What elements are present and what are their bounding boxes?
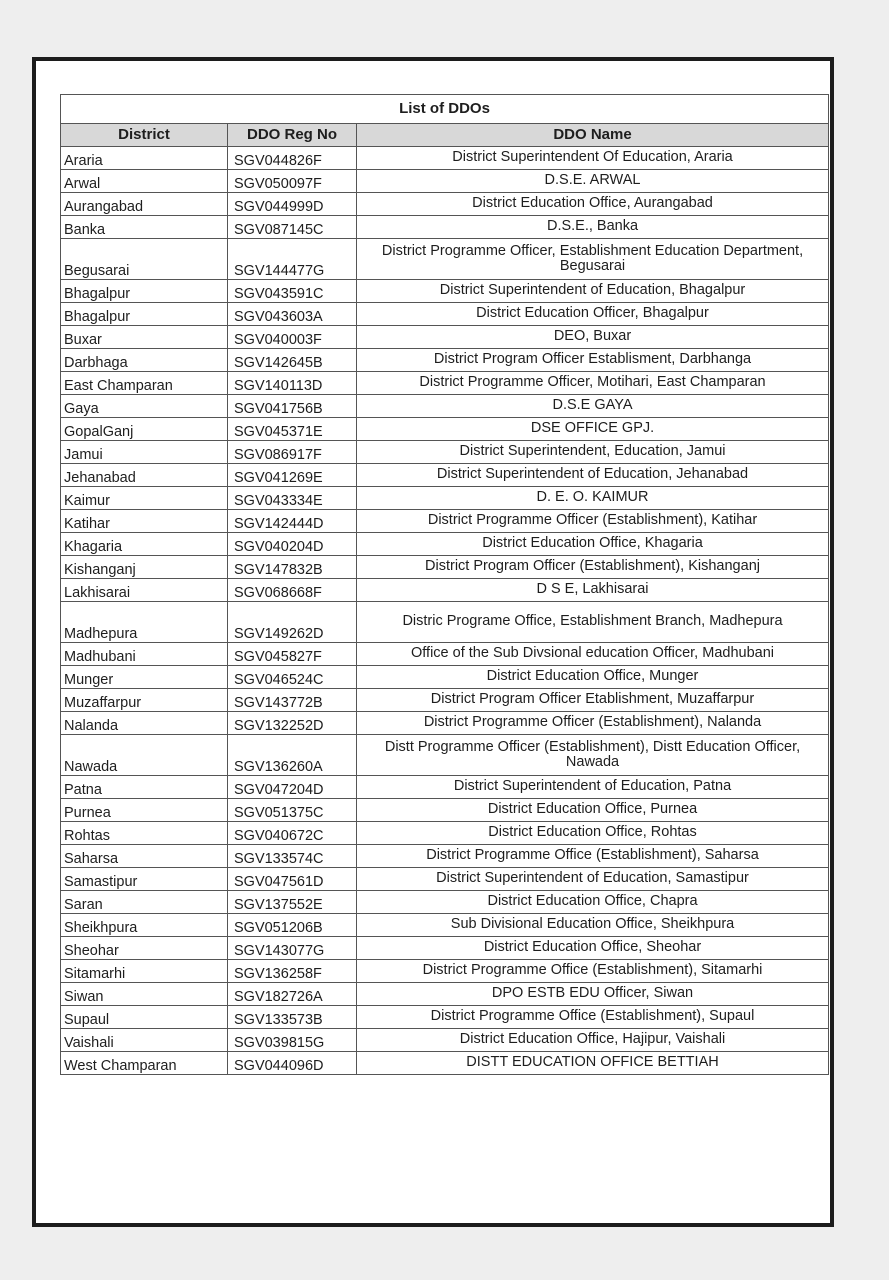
- district-cell: Kishanganj: [61, 556, 228, 579]
- ddo-reg-cell: SGV047561D: [228, 868, 357, 891]
- table-row: [61, 1006, 829, 1029]
- ddo-name-cell: District Education Office, Munger: [357, 666, 829, 689]
- district-cell: Katihar: [61, 510, 228, 533]
- ddo-name-cell: District Superintendent Of Education, Araria: [357, 147, 829, 170]
- district-cell: Supaul: [61, 1006, 228, 1029]
- ddo-name-cell: D.S.E., Banka: [357, 216, 829, 239]
- ddo-name-cell: D.S.E. ARWAL: [357, 170, 829, 193]
- header-ddo-reg-no: DDO Reg No: [228, 124, 357, 147]
- district-cell: East Champaran: [61, 372, 228, 395]
- ddo-name-cell: District Superintendent of Education, Patna: [357, 776, 829, 799]
- district-cell: Gaya: [61, 395, 228, 418]
- ddo-name-cell: District Programme Officer, Establishment Education Department, Begusarai: [357, 239, 829, 280]
- ddo-reg-cell: SGV068668F: [228, 579, 357, 602]
- ddo-reg-cell: SGV137552E: [228, 891, 357, 914]
- ddo-reg-cell: SGV086917F: [228, 441, 357, 464]
- ddo-reg-cell: SGV039815G: [228, 1029, 357, 1052]
- district-cell: Jehanabad: [61, 464, 228, 487]
- table-row: [61, 712, 829, 735]
- ddo-name-cell: Office of the Sub Divsional education Officer, Madhubani: [357, 643, 829, 666]
- ddo-reg-cell: SGV046524C: [228, 666, 357, 689]
- ddo-reg-cell: SGV041756B: [228, 395, 357, 418]
- district-cell: Buxar: [61, 326, 228, 349]
- table-row: [61, 464, 829, 487]
- ddo-name-cell: DPO ESTB EDU Officer, Siwan: [357, 983, 829, 1006]
- ddo-reg-cell: SGV050097F: [228, 170, 357, 193]
- district-cell: Siwan: [61, 983, 228, 1006]
- ddo-name-cell: District Program Officer (Establishment), Kishanganj: [357, 556, 829, 579]
- ddo-name-cell: DEO, Buxar: [357, 326, 829, 349]
- ddo-name-cell: District Education Office, Sheohar: [357, 937, 829, 960]
- ddo-reg-cell: SGV044999D: [228, 193, 357, 216]
- district-cell: Saran: [61, 891, 228, 914]
- ddo-name-cell: District Programme Office (Establishment), Supaul: [357, 1006, 829, 1029]
- ddo-reg-cell: SGV143772B: [228, 689, 357, 712]
- district-cell: Saharsa: [61, 845, 228, 868]
- table-row: [61, 735, 829, 776]
- ddo-name-cell: District Education Officer, Bhagalpur: [357, 303, 829, 326]
- ddo-name-cell: District Superintendent of Education, Bhagalpur: [357, 280, 829, 303]
- district-cell: Aurangabad: [61, 193, 228, 216]
- table-row: [61, 372, 829, 395]
- district-cell: Munger: [61, 666, 228, 689]
- ddo-reg-cell: SGV044826F: [228, 147, 357, 170]
- district-cell: Nawada: [61, 735, 228, 776]
- ddo-reg-cell: SGV144477G: [228, 239, 357, 280]
- table-body: [61, 147, 829, 1075]
- district-cell: Madhepura: [61, 602, 228, 643]
- district-cell: Madhubani: [61, 643, 228, 666]
- district-cell: GopalGanj: [61, 418, 228, 441]
- district-cell: Nalanda: [61, 712, 228, 735]
- ddo-name-cell: Distric Programe Office, Establishment Branch, Madhepura: [357, 602, 829, 643]
- ddo-name-cell: Sub Divisional Education Office, Sheikhpura: [357, 914, 829, 937]
- table-row: [61, 1029, 829, 1052]
- table-row: [61, 170, 829, 193]
- ddo-reg-cell: SGV051206B: [228, 914, 357, 937]
- ddo-reg-cell: SGV047204D: [228, 776, 357, 799]
- table-row: [61, 441, 829, 464]
- header-district: District: [61, 124, 228, 147]
- table-row: [61, 395, 829, 418]
- district-cell: Bhagalpur: [61, 280, 228, 303]
- district-cell: Sitamarhi: [61, 960, 228, 983]
- ddo-reg-cell: SGV043591C: [228, 280, 357, 303]
- district-cell: Jamui: [61, 441, 228, 464]
- ddo-name-cell: District Programme Officer (Establishment), Katihar: [357, 510, 829, 533]
- district-cell: Arwal: [61, 170, 228, 193]
- ddo-reg-cell: SGV133573B: [228, 1006, 357, 1029]
- district-cell: Bhagalpur: [61, 303, 228, 326]
- table-row: [61, 510, 829, 533]
- table-row: [61, 533, 829, 556]
- table-row: [61, 326, 829, 349]
- table-row: [61, 147, 829, 170]
- ddo-name-cell: District Superintendent, Education, Jamui: [357, 441, 829, 464]
- ddo-name-cell: District Program Officer Etablishment, Muzaffarpur: [357, 689, 829, 712]
- ddo-name-cell: D S E, Lakhisarai: [357, 579, 829, 602]
- table-row: [61, 937, 829, 960]
- document-page: [32, 57, 834, 1227]
- ddo-name-cell: District Education Office, Rohtas: [357, 822, 829, 845]
- ddo-name-cell: District Education Office, Purnea: [357, 799, 829, 822]
- table-row: [61, 216, 829, 239]
- table-row: [61, 1052, 829, 1075]
- ddo-reg-cell: SGV142444D: [228, 510, 357, 533]
- district-cell: Purnea: [61, 799, 228, 822]
- ddo-name-cell: District Programme Office (Establishment), Saharsa: [357, 845, 829, 868]
- ddo-reg-cell: SGV149262D: [228, 602, 357, 643]
- ddo-name-cell: Distt Programme Officer (Establishment), Distt Education Officer, Nawada: [357, 735, 829, 776]
- ddo-reg-cell: SGV140113D: [228, 372, 357, 395]
- district-cell: Darbhaga: [61, 349, 228, 372]
- district-cell: Rohtas: [61, 822, 228, 845]
- ddo-reg-cell: SGV142645B: [228, 349, 357, 372]
- ddo-reg-cell: SGV133574C: [228, 845, 357, 868]
- table-row: [61, 822, 829, 845]
- ddo-name-cell: District Education Office, Hajipur, Vaishali: [357, 1029, 829, 1052]
- table-row: [61, 845, 829, 868]
- table-row: [61, 349, 829, 372]
- ddo-name-cell: DSE OFFICE GPJ.: [357, 418, 829, 441]
- ddo-reg-cell: SGV087145C: [228, 216, 357, 239]
- ddo-reg-cell: SGV132252D: [228, 712, 357, 735]
- table-row: [61, 689, 829, 712]
- ddo-name-cell: District Superintendent of Education, Samastipur: [357, 868, 829, 891]
- table-row: [61, 914, 829, 937]
- district-cell: Vaishali: [61, 1029, 228, 1052]
- ddo-reg-cell: SGV045827F: [228, 643, 357, 666]
- district-cell: Banka: [61, 216, 228, 239]
- ddo-name-cell: District Programme Officer, Motihari, East Champaran: [357, 372, 829, 395]
- district-cell: Samastipur: [61, 868, 228, 891]
- ddo-reg-cell: SGV136258F: [228, 960, 357, 983]
- ddo-reg-cell: SGV043334E: [228, 487, 357, 510]
- district-cell: Khagaria: [61, 533, 228, 556]
- district-cell: Kaimur: [61, 487, 228, 510]
- table-title: List of DDOs: [61, 95, 829, 124]
- table-row: [61, 960, 829, 983]
- table-row: [61, 666, 829, 689]
- district-cell: Sheohar: [61, 937, 228, 960]
- ddo-reg-cell: SGV182726A: [228, 983, 357, 1006]
- ddo-name-cell: D.S.E GAYA: [357, 395, 829, 418]
- ddo-name-cell: District Programme Officer (Establishment), Nalanda: [357, 712, 829, 735]
- ddo-reg-cell: SGV041269E: [228, 464, 357, 487]
- ddo-table: [60, 94, 829, 1075]
- district-cell: Sheikhpura: [61, 914, 228, 937]
- district-cell: Muzaffarpur: [61, 689, 228, 712]
- district-cell: Patna: [61, 776, 228, 799]
- header-ddo-name: DDO Name: [357, 124, 829, 147]
- ddo-reg-cell: SGV040003F: [228, 326, 357, 349]
- ddo-name-cell: District Education Office, Chapra: [357, 891, 829, 914]
- table-row: [61, 602, 829, 643]
- table-row: [61, 280, 829, 303]
- ddo-name-cell: District Programme Office (Establishment), Sitamarhi: [357, 960, 829, 983]
- ddo-reg-cell: SGV051375C: [228, 799, 357, 822]
- ddo-reg-cell: SGV040672C: [228, 822, 357, 845]
- ddo-name-cell: District Education Office, Aurangabad: [357, 193, 829, 216]
- table-row: [61, 799, 829, 822]
- ddo-name-cell: DISTT EDUCATION OFFICE BETTIAH: [357, 1052, 829, 1075]
- ddo-name-cell: D. E. O. KAIMUR: [357, 487, 829, 510]
- table-row: [61, 193, 829, 216]
- table-row: [61, 239, 829, 280]
- table-row: [61, 487, 829, 510]
- table-row: [61, 303, 829, 326]
- table-row: [61, 891, 829, 914]
- table-row: [61, 983, 829, 1006]
- ddo-reg-cell: SGV147832B: [228, 556, 357, 579]
- ddo-name-cell: District Program Officer Establisment, Darbhanga: [357, 349, 829, 372]
- ddo-name-cell: District Education Office, Khagaria: [357, 533, 829, 556]
- district-cell: West Champaran: [61, 1052, 228, 1075]
- table-row: [61, 556, 829, 579]
- table-row: [61, 776, 829, 799]
- table-row: [61, 868, 829, 891]
- ddo-reg-cell: SGV143077G: [228, 937, 357, 960]
- table-row: [61, 643, 829, 666]
- ddo-reg-cell: SGV040204D: [228, 533, 357, 556]
- district-cell: Lakhisarai: [61, 579, 228, 602]
- table-row: [61, 579, 829, 602]
- ddo-reg-cell: SGV136260A: [228, 735, 357, 776]
- district-cell: Begusarai: [61, 239, 228, 280]
- ddo-reg-cell: SGV045371E: [228, 418, 357, 441]
- ddo-reg-cell: SGV044096D: [228, 1052, 357, 1075]
- district-cell: Araria: [61, 147, 228, 170]
- ddo-name-cell: District Superintendent of Education, Jehanabad: [357, 464, 829, 487]
- ddo-reg-cell: SGV043603A: [228, 303, 357, 326]
- table-row: [61, 418, 829, 441]
